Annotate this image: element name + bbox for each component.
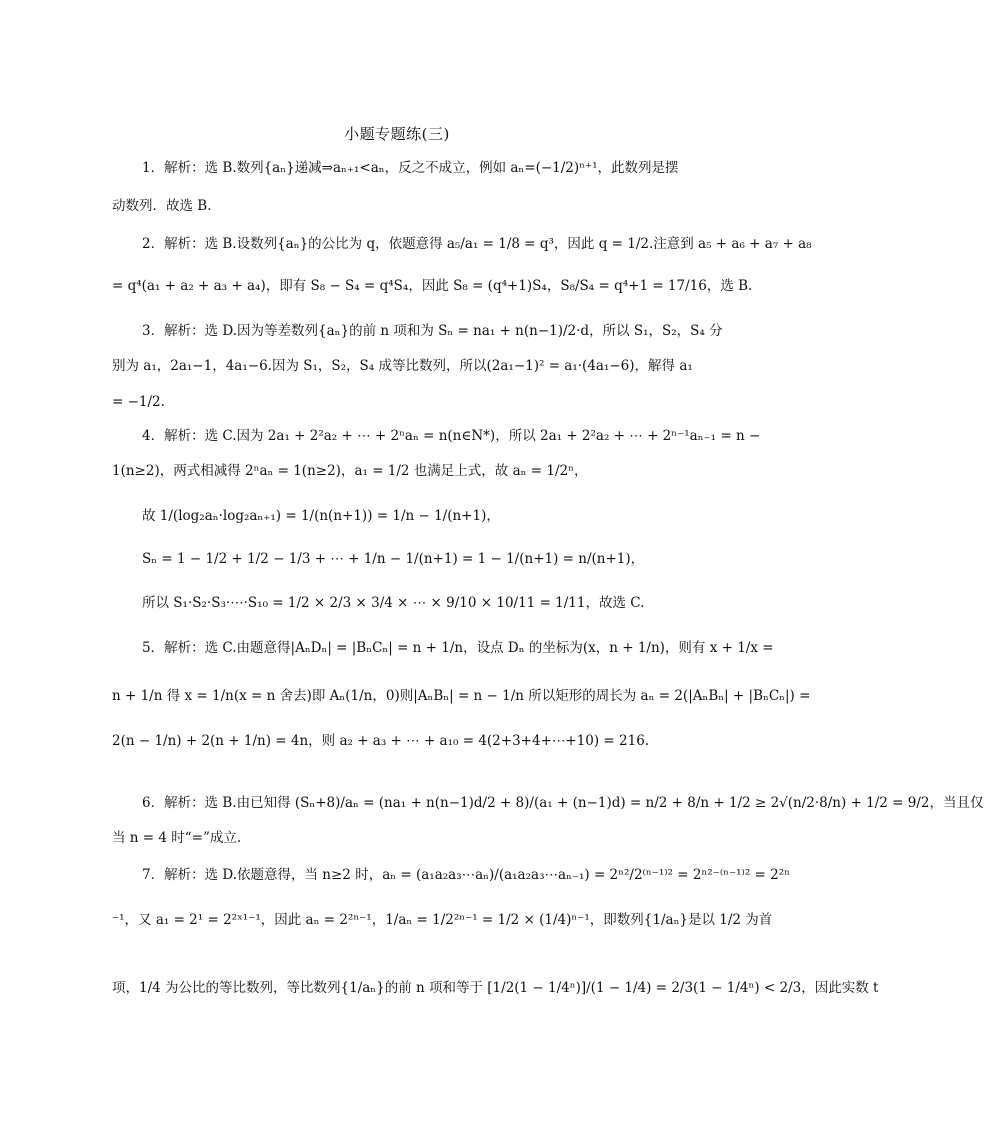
text-line-p5a: 5．解析：选 C.由题意得|AₙDₙ| = |BₙCₙ| = n + 1/n，设点 Dₙ 的坐标为(x，n + 1/n)，则有 x + 1/x = bbox=[142, 640, 774, 656]
text-line-p7b: ⁻¹，又 a₁ = 2¹ = 2²ˣ¹⁻¹，因此 aₙ = 2²ⁿ⁻¹，1/aₙ = 1/2²ⁿ⁻¹ = 1/2 × (1/4)ⁿ⁻¹，即数列{1/aₙ}是以 1/2 为首 bbox=[112, 912, 773, 928]
page-title: 小题专题练(三) bbox=[344, 125, 450, 143]
text-line-p1a: 1．解析：选 B.数列{aₙ}递减⇒aₙ₊₁<aₙ，反之不成立，例如 aₙ=(−1/2)ⁿ⁺¹，此数列是摆 bbox=[142, 160, 679, 176]
text-line-p4d: Sₙ = 1 − 1/2 + 1/2 − 1/3 + ⋯ + 1/n − 1/(n+1) = 1 − 1/(n+1) = n/(n+1)， bbox=[142, 551, 645, 567]
text-line-p5b: n + 1/n 得 x = 1/n(x = n 舍去)即 Aₙ(1/n，0)则|AₙBₙ| = n − 1/n 所以矩形的周长为 aₙ = 2(|AₙBₙ| + |BₙCₙ|) = bbox=[112, 688, 811, 704]
text-line-p4c: 故 1/(log₂aₙ·log₂aₙ₊₁) = 1/(n(n+1)) = 1/n − 1/(n+1)， bbox=[142, 508, 500, 524]
text-line-p6b: 当 n = 4 时“=”成立. bbox=[112, 830, 242, 846]
text-line-p4b: 1(n≥2)，两式相减得 2ⁿaₙ = 1(n≥2)，a₁ = 1/2 也满足上式，故 aₙ = 1/2ⁿ， bbox=[112, 463, 588, 479]
text-line-p7a: 7．解析：选 D.依题意得，当 n≥2 时，aₙ = (a₁a₂a₃⋯aₙ)/(a₁a₂a₃⋯aₙ₋₁) = 2ⁿ²/2⁽ⁿ⁻¹⁾² = 2ⁿ²⁻⁽ⁿ⁻¹⁾² = 2²ⁿ bbox=[142, 867, 790, 883]
text-line-p6a: 6．解析：选 B.由已知得 (Sₙ+8)/aₙ = (na₁ + n(n−1)d/2 + 8)/(a₁ + (n−1)d) = n/2 + 8/n + 1/2 ≥ 2√(n/2·8/n) + 1/2 = 9/2，当且仅 bbox=[142, 795, 984, 811]
text-line-p4e: 所以 S₁·S₂·S₃·⋯·S₁₀ = 1/2 × 2/3 × 3/4 × ⋯ × 9/10 × 10/11 = 1/11，故选 C. bbox=[142, 595, 645, 611]
text-line-p7c: 项，1/4 为公比的等比数列，等比数列{1/aₙ}的前 n 项和等于 [1/2(1 − 1/4ⁿ)]/(1 − 1/4) = 2/3(1 − 1/4ⁿ) < 2/3，因此实数 t bbox=[112, 980, 879, 996]
text-line-p5c: 2(n − 1/n) + 2(n + 1/n) = 4n，则 a₂ + a₃ + ⋯ + a₁₀ = 4(2+3+4+⋯+10) = 216. bbox=[112, 733, 650, 749]
text-line-p1b: 动数列．故选 B. bbox=[112, 198, 212, 214]
text-line-p2a: 2．解析：选 B.设数列{aₙ}的公比为 q，依题意得 a₅/a₁ = 1/8 = q³，因此 q = 1/2.注意到 a₅ + a₆ + a₇ + a₈ bbox=[142, 236, 812, 252]
text-line-p3a: 3．解析：选 D.因为等差数列{aₙ}的前 n 项和为 Sₙ = na₁ + n(n−1)/2·d，所以 S₁，S₂，S₄ 分 bbox=[142, 323, 723, 339]
text-line-p3b: 别为 a₁，2a₁−1，4a₁−6.因为 S₁，S₂，S₄ 成等比数列，所以(2a₁−1)² = a₁·(4a₁−6)，解得 a₁ bbox=[112, 358, 693, 374]
text-line-p2b: = q⁴(a₁ + a₂ + a₃ + a₄)，即有 S₈ − S₄ = q⁴S₄，因此 S₈ = (q⁴+1)S₄，S₈/S₄ = q⁴+1 = 17/16，选 B. bbox=[112, 278, 753, 294]
text-line-p3c: = −1/2. bbox=[112, 394, 165, 410]
text-line-p4a: 4．解析：选 C.因为 2a₁ + 2²a₂ + ⋯ + 2ⁿaₙ = n(n∈N*)，所以 2a₁ + 2²a₂ + ⋯ + 2ⁿ⁻¹aₙ₋₁ = n − bbox=[142, 428, 761, 444]
